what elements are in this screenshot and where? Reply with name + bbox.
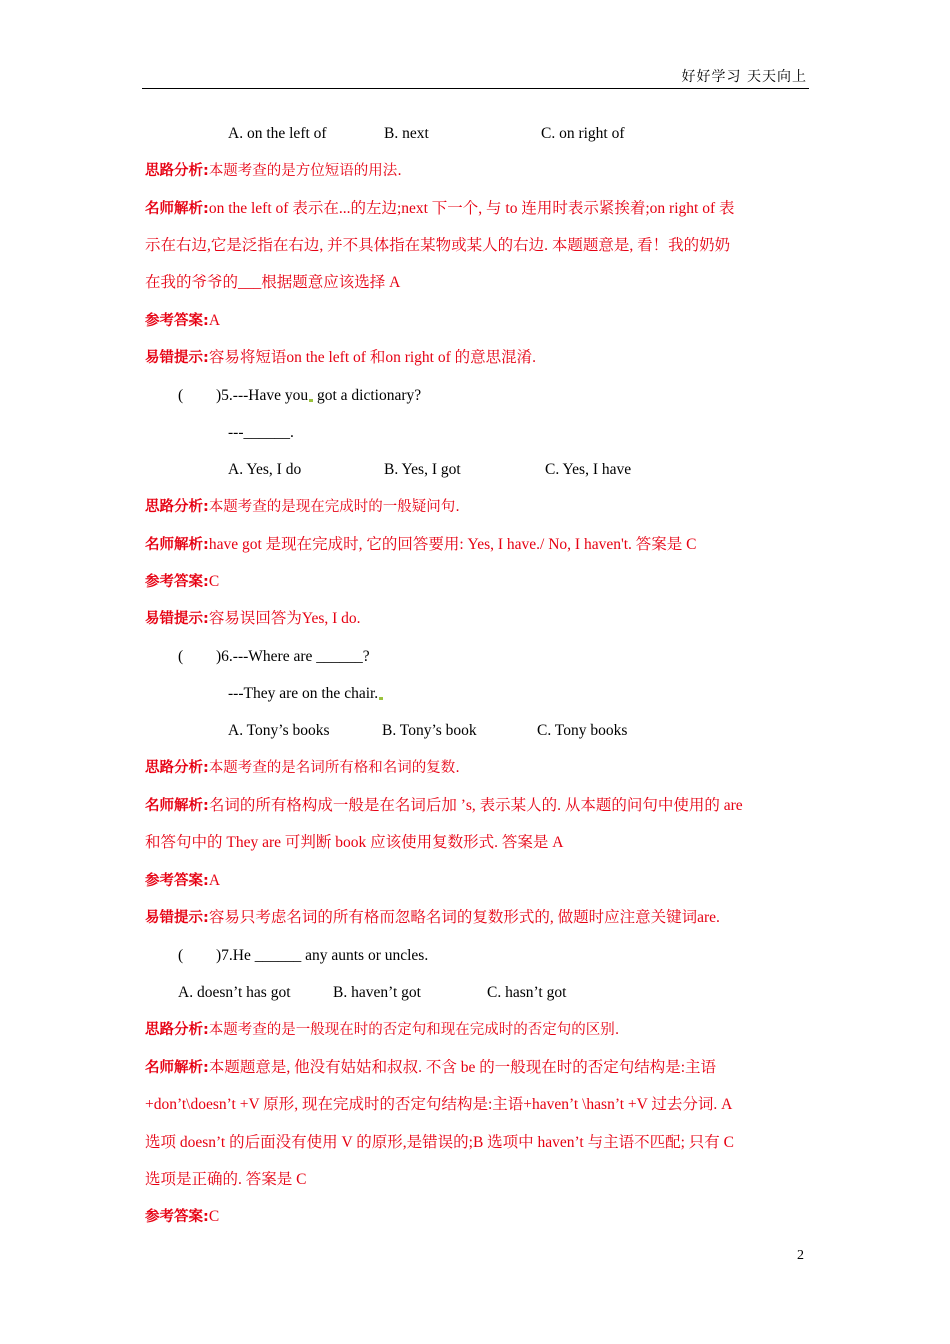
explain-text: 本题题意是, 他没有姑姑和叔叔. 不含 be 的一般现在时的否定句结构是:主语 bbox=[208, 1059, 717, 1076]
tip-label: 易错提示: bbox=[145, 611, 209, 627]
analysis-label: 思路分析: bbox=[145, 760, 209, 776]
q7-paren: ( bbox=[178, 947, 184, 964]
q4-explain-line-2: 示在右边,它是泛指在右边, 并不具体指在某物或某人的右边. 本题题意是, 看！我的奶奶 bbox=[145, 237, 731, 254]
page-number: 2 bbox=[797, 1248, 804, 1263]
q6-explain-line-1 bbox=[145, 796, 743, 816]
answer-label: 参考答案: bbox=[145, 873, 209, 889]
q6-option-b: B. Tony’s book bbox=[382, 722, 477, 739]
q6-option-a: A. Tony’s books bbox=[228, 722, 330, 739]
q7-option-b: B. haven’t got bbox=[333, 984, 421, 1001]
explain-label: 名师解析: bbox=[145, 537, 209, 553]
q4-answer bbox=[145, 311, 220, 331]
q7-options bbox=[178, 983, 566, 1003]
q4-options bbox=[228, 124, 625, 144]
answer-value: C bbox=[208, 1208, 220, 1225]
page-header bbox=[142, 66, 809, 89]
q4-option-b: B. next bbox=[384, 125, 429, 142]
explain-label: 名师解析: bbox=[145, 798, 209, 814]
q6-question bbox=[178, 647, 370, 667]
q6-tip bbox=[145, 908, 720, 928]
answer-label: 参考答案: bbox=[145, 1209, 209, 1225]
q7-explain-line-1 bbox=[145, 1058, 716, 1078]
tip-text: 容易误回答为Yes, I do. bbox=[208, 610, 361, 627]
answer-value: C bbox=[208, 573, 220, 590]
q7-explain-line-2: +don’t\doesn’t +V 原形, 现在完成时的否定句结构是:主语+haven’t \hasn’t +V 过去分词. A bbox=[145, 1096, 733, 1113]
q6-explain-line-2: 和答句中的 They are 可判断 book 应该使用复数形式. 答案是 A bbox=[145, 834, 564, 851]
q6-option-c: C. Tony books bbox=[537, 722, 628, 739]
q5-question-b: got a dictionary? bbox=[313, 387, 422, 404]
analysis-label: 思路分析: bbox=[145, 1022, 209, 1038]
q6-options bbox=[228, 721, 627, 741]
tip-label: 易错提示: bbox=[145, 910, 209, 926]
q5-analysis bbox=[145, 497, 460, 517]
q7-question bbox=[178, 946, 428, 966]
q6-question-text: )6.---Where are ______? bbox=[216, 648, 370, 665]
header-text: 好好学习 天天向上 bbox=[681, 69, 807, 85]
explain-text: have got 是现在完成时, 它的回答要用: Yes, I have./ No, I haven't. 答案是 C bbox=[208, 536, 697, 553]
explain-text: on the left of 表示在...的左边;next 下一个, 与 to 连用时表示紧挨着;on right of 表 bbox=[208, 200, 735, 217]
analysis-text: 本题考查的是一般现在时的否定句和现在完成时的否定句的区别. bbox=[208, 1022, 620, 1038]
q7-option-a: A. doesn’t has got bbox=[178, 984, 291, 1001]
q4-tip bbox=[145, 348, 536, 368]
answer-value: A bbox=[208, 872, 221, 889]
q7-option-c: C. hasn’t got bbox=[487, 984, 567, 1001]
q5-options bbox=[228, 460, 631, 480]
q4-explain-line-3: 在我的爷爷的___根据题意应该选择 A bbox=[145, 274, 401, 291]
q5-option-c: C. Yes, I have bbox=[545, 461, 632, 478]
q7-explain-line-4: 选项是正确的. 答案是 C bbox=[145, 1171, 307, 1188]
tip-text: 容易将短语on the left of 和on right of 的意思混淆. bbox=[208, 349, 537, 366]
analysis-text: 本题考查的是方位短语的用法. bbox=[208, 163, 402, 179]
q6-paren: ( bbox=[178, 648, 184, 665]
q7-question-text: )7.He ______ any aunts or uncles. bbox=[216, 947, 429, 964]
explain-label: 名师解析: bbox=[145, 201, 209, 217]
explain-text: 名词的所有格构成一般是在名词后加 ’s, 表示某人的. 从本题的问句中使用的 are bbox=[208, 797, 743, 814]
analysis-text: 本题考查的是现在完成时的一般疑问句. bbox=[208, 499, 460, 515]
answer-label: 参考答案: bbox=[145, 313, 209, 329]
tip-text: 容易只考虑名词的所有格而忽略名词的复数形式的, 做题时应注意关键词are. bbox=[208, 909, 720, 926]
q5-question bbox=[178, 386, 421, 406]
q7-answer bbox=[145, 1207, 219, 1227]
q4-analysis bbox=[145, 161, 402, 181]
analysis-text: 本题考查的是名词所有格和名词的复数. bbox=[208, 760, 460, 776]
q5-reply: ---______. bbox=[228, 424, 294, 441]
q5-answer bbox=[145, 572, 219, 592]
q6-analysis bbox=[145, 758, 460, 778]
q5-paren: ( bbox=[178, 387, 184, 404]
answer-label: 参考答案: bbox=[145, 574, 209, 590]
q5-option-a: A. Yes, I do bbox=[228, 461, 302, 478]
q6-answer bbox=[145, 871, 220, 891]
analysis-label: 思路分析: bbox=[145, 163, 209, 179]
q7-analysis bbox=[145, 1020, 619, 1040]
q7-explain-line-3: 选项 doesn’t 的后面没有使用 V 的原形,是错误的;B 选项中 haven’t 与主语不匹配; 只有 C bbox=[145, 1134, 735, 1151]
q6-reply-text: ---They are on the chair. bbox=[228, 685, 379, 702]
marker-icon bbox=[379, 697, 383, 700]
explain-label: 名师解析: bbox=[145, 1060, 209, 1076]
q4-explain-line-1 bbox=[145, 199, 734, 219]
q4-option-a: A. on the left of bbox=[228, 125, 327, 142]
answer-value: A bbox=[208, 312, 221, 329]
q6-reply bbox=[228, 684, 383, 704]
q5-option-b: B. Yes, I got bbox=[384, 461, 461, 478]
q5-explain bbox=[145, 535, 697, 555]
analysis-label: 思路分析: bbox=[145, 499, 209, 515]
q5-tip bbox=[145, 609, 361, 629]
q5-question-a: )5.---Have you bbox=[216, 387, 309, 404]
q4-option-c: C. on right of bbox=[541, 125, 625, 142]
tip-label: 易错提示: bbox=[145, 350, 209, 366]
